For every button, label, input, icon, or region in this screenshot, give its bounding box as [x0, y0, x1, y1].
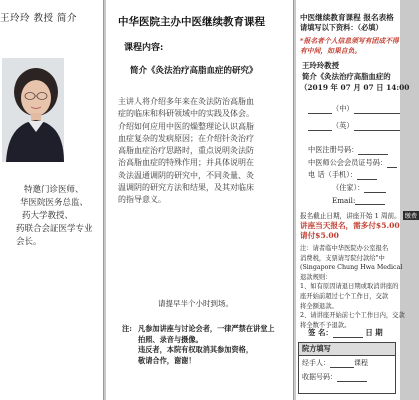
notice-block: [122, 324, 288, 366]
name-en-field[interactable]: [308, 121, 400, 131]
rule-line: 1、如有原因请退日期或取消讲座的: [300, 283, 399, 291]
fax-field[interactable]: [332, 183, 386, 193]
office-use-box: [298, 342, 396, 394]
course-intro: [118, 96, 286, 207]
bio-line: 特邀门诊医师、: [24, 185, 84, 195]
rule-line: 2、请讲座开始前七个工作日内，交款: [300, 312, 405, 320]
cert-no-field[interactable]: [308, 158, 397, 168]
fax-label: （住家）：: [332, 183, 365, 192]
rule-line: 将全额退款。: [300, 302, 338, 310]
intro-line: 血症复杂的发病原因；在介绍针灸治疗: [118, 133, 254, 143]
profile-panel: [0, 0, 104, 400]
notice-line: 拍照、录音与摄像。: [138, 334, 203, 344]
reg-no-field[interactable]: [308, 145, 388, 155]
sign-label: 签 名：: [308, 328, 333, 337]
reg-no-label: 中医注册号码：: [308, 145, 359, 154]
handler-label: 经手人：: [302, 359, 330, 367]
course-heading: 中华医院主办中医继续教育课程: [118, 16, 265, 28]
form-heading: 中医继续教育课程 报名表格: [300, 13, 394, 22]
date-label: 日 期: [365, 328, 383, 337]
rule-line: 座开始前超过七个工作日，交款: [300, 292, 389, 300]
rule-line: 消费税，支票请写院付款给"中: [300, 254, 385, 262]
course-cert-label: 课程: [354, 359, 368, 367]
profile-bio: [16, 184, 93, 249]
notice-line: 敬请合作，谢谢！: [138, 355, 196, 365]
arrival-note: 请提早半个小时到场。: [158, 299, 233, 308]
receipt-field[interactable]: [299, 370, 395, 384]
deadline-text: 报名截止日期，讲座开始 1 周前。: [300, 212, 401, 220]
form-course: 简介《灸法治疗高脂血症的: [302, 72, 391, 81]
late-fee-note: 讲座当天报名，需多付$5.00: [300, 221, 400, 230]
content-label: 课程内容:: [124, 43, 164, 53]
form-warning-line: *报名者个人信息须写有团成不得: [300, 37, 399, 45]
deadline-note: [300, 210, 419, 220]
name-en-label: （英）: [332, 121, 354, 130]
email-label: Email:: [332, 196, 356, 205]
bio-line: 药联合会証医学专业: [16, 224, 93, 234]
course-panel: [106, 0, 294, 400]
intro-line: 介绍如何应用中医的燥整理论认识高脂: [118, 121, 254, 131]
form-warning-line: 有中间，如果自负。: [300, 47, 362, 55]
notice-label: 注:: [122, 324, 132, 333]
notice-line: 违反者，本院有权取消其参加资格，: [138, 345, 254, 354]
phone-label: 电 话（手机）：: [308, 170, 357, 179]
office-heading: 院方填写: [299, 343, 395, 356]
signature-row[interactable]: [308, 327, 383, 338]
bio-line: 会长。: [16, 237, 42, 247]
portrait-image: [2, 58, 64, 162]
bio-line: 药大学教授、: [22, 211, 74, 221]
intro-line: 灸法温通调阴的研究中，不同灸量、灸: [118, 170, 254, 180]
fee-note: 请付$5.00: [300, 231, 339, 240]
handler-field[interactable]: [299, 356, 395, 370]
phone-field[interactable]: [308, 170, 377, 180]
intro-line: 温调阴的研究方法和结果，及其对临床: [118, 183, 254, 193]
registration-panel: [296, 0, 418, 400]
notice-line: 凡参加讲座与讨论会者，一律严禁在讲堂上: [138, 324, 275, 333]
intro-line: 的指导意义。: [118, 195, 166, 205]
rule-line: 将全数不予退款。: [300, 321, 351, 329]
rule-line: 退款规则：: [300, 273, 332, 281]
intro-line: 治高脂血症的特殊作用；并具体说明在: [118, 158, 254, 168]
form-instruction: 请填写以下资料：（必填）: [300, 23, 383, 32]
intro-line: 高脂血症治疗思路时，重点说明灸法防: [118, 146, 254, 156]
rule-line: 注：请者临中华医院办公室报名: [300, 245, 389, 252]
bio-line: 华医院医务总监、: [20, 198, 89, 208]
intro-line: 主讲人将介绍多年来在灸法防治高脂血: [118, 97, 254, 106]
receipt-label: 收据号码：: [302, 373, 337, 381]
email-field[interactable]: [332, 196, 385, 205]
payment-rules: [300, 244, 405, 330]
cert-no-label: 中医师公会会员证号码：: [308, 158, 388, 167]
name-cn-label: （中）: [332, 104, 354, 113]
rule-line: (Singapore Chung Hwa Medical: [300, 264, 403, 272]
name-cn-field[interactable]: [308, 104, 400, 114]
form-teacher: 王玲玲教授: [302, 61, 339, 70]
pay-button[interactable]: 缴费: [404, 213, 418, 220]
professor-photo: [2, 58, 64, 162]
intro-line: 症的临床和科研领域中的实践及体会。: [118, 109, 254, 119]
profile-title: 王玲玲 教授 简介: [0, 13, 78, 24]
course-title: 简介《灸法治疗高脂血症的研究》: [130, 66, 258, 76]
form-date: （2019 年 07 月 07 日 14:00: [300, 83, 410, 92]
